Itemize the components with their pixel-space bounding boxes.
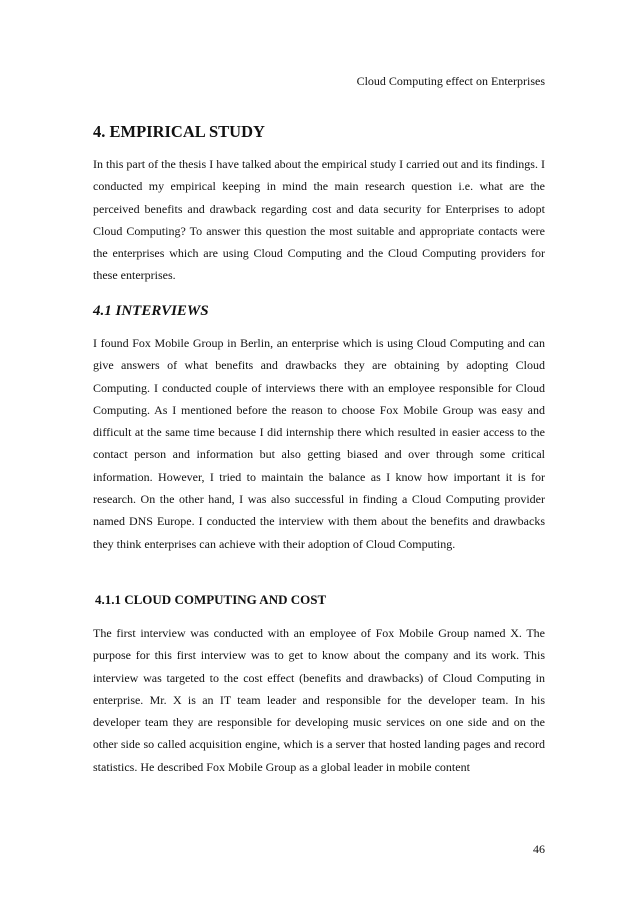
subsection-heading: 4.1 INTERVIEWS — [93, 303, 209, 319]
subsubsection-heading: 4.1.1 CLOUD COMPUTING AND COST — [95, 592, 327, 607]
section-heading: 4. EMPIRICAL STUDY — [93, 122, 265, 141]
subsubsection-paragraph: The first interview was conducted with an employee of Fox Mobile Group named X. The purpose for this first interview was to get to know about the company and its work. This interview was targeted to the cost effect (benefits and drawbacks) of Cloud Computing in enterprise. Mr. X is an IT team leader and responsible for the developer team. In his developer team they are responsible for developing music services on one side and on the other side so called acquisition engine, which is a server that hosted landing pages and record statistics. He described Fox Mobile Group as a global leader in mobile content — [93, 626, 545, 774]
section-intro-paragraph: In this part of the thesis I have talked about the empirical study I carried out and its findings. I conducted my empirical keeping in mind the main research question i.e. what are the perceived benefits and drawback regarding cost and data security for Enterprises to adopt Cloud Computing? To answer this question the most suitable and appropriate contacts were the enterprises which are using Cloud Computing and the Cloud Computing providers for these enterprises. — [93, 157, 545, 283]
running-header: Cloud Computing effect on Enterprises — [356, 74, 545, 88]
page-number: 46 — [533, 842, 545, 856]
subsection-paragraph: I found Fox Mobile Group in Berlin, an enterprise which is using Cloud Computing and can give answers of what benefits and drawbacks they are obtaining by adopting Cloud Computing. I conducted couple of interviews there with an employee responsible for Cloud Computing. As I mentioned before the reason to choose Fox Mobile Group was easy and difficult at the same time because I did internship there which resulted in easier access to the contact person and information but also getting biased and over through some critical information. However, I tried to maintain the balance as I know how important it is for research. On the other hand, I was also successful in finding a Cloud Computing provider named DNS Europe. I conducted the interview with them about the benefits and drawbacks they think enterprises can achieve with their adoption of Cloud Computing. — [93, 336, 545, 551]
